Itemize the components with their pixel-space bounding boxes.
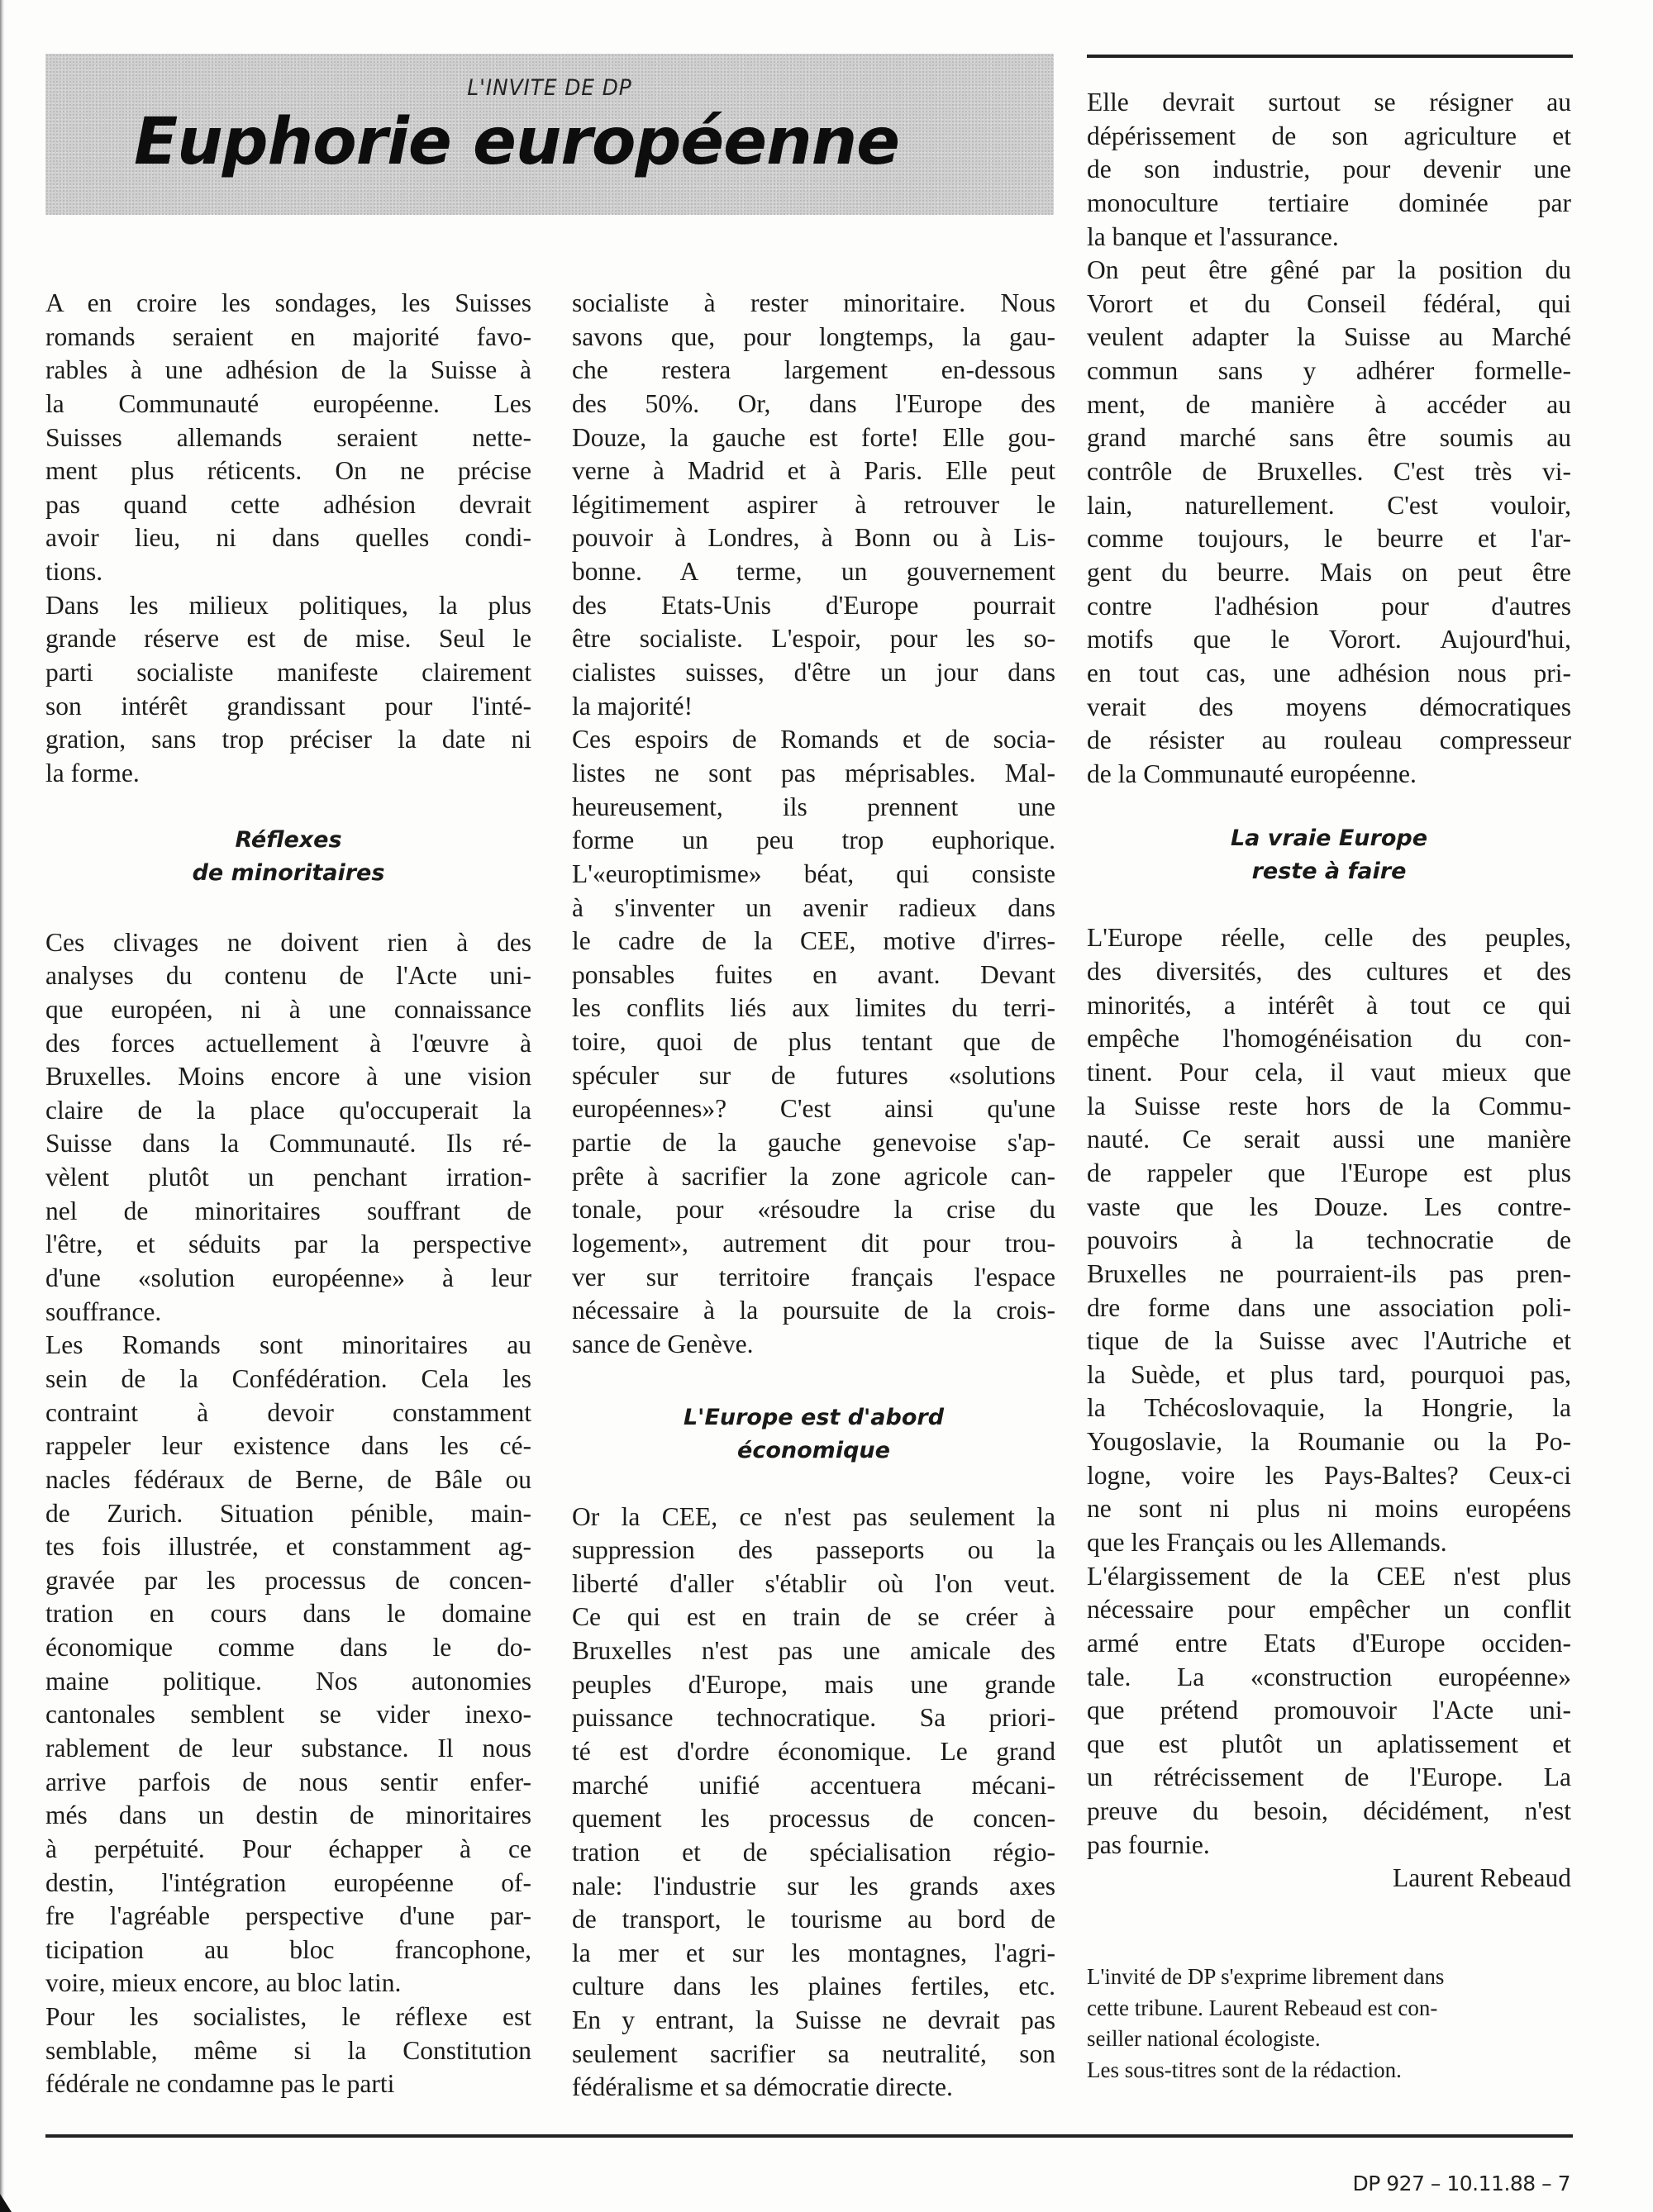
text-line: On peut être gêné par la position du <box>1087 255 1571 285</box>
text-line: L'invité de DP s'exprime librement dans <box>1087 1964 1445 1990</box>
text-line: que prétend promouvoir l'Acte uni- <box>1087 1696 1571 1725</box>
paragraph <box>572 1501 1055 2105</box>
text-line: vèlent plutôt un penchant irration- <box>45 1163 531 1192</box>
text-line: pouvoirs à la technocratie de <box>1087 1225 1571 1255</box>
text-line: que est plutôt un aplatissement et <box>1087 1729 1571 1758</box>
text-line: grande réserve est de mise. Seul le <box>45 624 531 654</box>
text-line: rablement de leur substance. Il nous <box>45 1733 531 1762</box>
text-line: la Suède, et plus tard, pourquoi pas, <box>1087 1359 1571 1389</box>
paragraph <box>572 287 1055 723</box>
text-line: Suisse dans la Communauté. Ils ré- <box>45 1129 531 1158</box>
text-line: sance de Genève. <box>572 1329 754 1358</box>
text-line: verait des moyens démocratiques <box>1087 692 1571 721</box>
footer-rule <box>45 2134 1573 2138</box>
section-kicker: L'INVITE DE DP <box>467 75 632 101</box>
text-line: de la Communauté européenne. <box>1087 759 1417 788</box>
editor-note <box>1087 1962 1571 2055</box>
text-line: L'Europe réelle, celle des peuples, <box>1087 923 1571 953</box>
text-line: analyses du contenu de l'Acte uni- <box>45 961 531 991</box>
text-line: Elle devrait surtout se résigner au <box>1087 88 1571 117</box>
text-line: Ce qui est en train de se créer à <box>572 1602 1055 1632</box>
text-line: ticipation au bloc francophone, <box>45 1934 531 1964</box>
subheading <box>1087 822 1571 888</box>
text-line: voire, mieux encore, au bloc latin. <box>45 1968 402 1998</box>
text-line: logement», autrement dit pour trou- <box>572 1228 1055 1258</box>
text-line: seiller national écologiste. <box>1087 2026 1321 2052</box>
text-line: fédérale ne condamne pas le parti <box>45 2069 395 2099</box>
text-line: Vorort et du Conseil fédéral, qui <box>1087 288 1571 318</box>
text-line: minorités, a intérêt à tout ce qui <box>1087 990 1571 1020</box>
text-line: tale. La «construction européenne» <box>1087 1662 1571 1691</box>
text-line: l'être, et séduits par la perspective <box>45 1230 531 1259</box>
text-line: Les sous-titres sont de la rédaction. <box>1087 2057 1402 2082</box>
paragraph <box>1087 921 1571 1559</box>
text-line: arrive parfois de nous sentir enfer- <box>45 1767 531 1796</box>
text-line: souffrance. <box>45 1296 162 1326</box>
text-line: Ces espoirs de Romands et de socia- <box>572 725 1055 754</box>
paragraph <box>45 589 531 791</box>
text-line: être socialiste. L'espoir, pour les so- <box>572 624 1055 654</box>
text-line: de Zurich. Situation pénible, main- <box>45 1498 531 1528</box>
text-line: Les Romands sont minoritaires au <box>45 1330 531 1360</box>
text-line: nacles fédéraux de Berne, de Bâle ou <box>45 1464 531 1494</box>
text-line: Pour les socialistes, le réflexe est <box>45 2002 531 2032</box>
text-line: liberté d'aller s'établir où l'on veut. <box>572 1568 1055 1598</box>
text-line: suppression des passeports ou la <box>572 1535 1055 1565</box>
paragraph <box>1087 86 1571 254</box>
text-line: toire, quoi de plus tentant que de <box>572 1027 1055 1057</box>
subheading-line: de minoritaires <box>192 859 385 886</box>
text-line: A en croire les sondages, les Suisses <box>45 288 531 317</box>
text-line: peuples d'Europe, mais une grande <box>572 1669 1055 1699</box>
text-line: la majorité! <box>572 691 693 721</box>
text-line: dépérissement de son agriculture et <box>1087 121 1571 150</box>
text-line: un rétrécissement de l'Europe. La <box>1087 1762 1571 1792</box>
text-line: que les Français ou les Allemands. <box>1087 1527 1447 1557</box>
text-line: gent du beurre. Mais on peut être <box>1087 557 1571 587</box>
text-line: preuve du besoin, décidément, n'est <box>1087 1796 1571 1826</box>
text-line: la banque et l'assurance. <box>1087 221 1339 251</box>
text-line: Douze, la gauche est forte! Elle gou- <box>572 422 1055 452</box>
article-column-3 <box>1087 86 1571 2086</box>
text-line: semblable, même si la Constitution <box>45 2035 531 2065</box>
text-line: grand marché sans être soumis au <box>1087 423 1571 453</box>
subheading-line: économique <box>737 1437 890 1463</box>
text-line: listes ne sont pas méprisables. Mal- <box>572 758 1055 787</box>
text-line: européennes»? C'est ainsi qu'une <box>572 1094 1055 1124</box>
text-line: son intérêt grandissant pour l'inté- <box>45 691 531 721</box>
text-line: des forces actuellement à l'œuvre à <box>45 1028 531 1058</box>
paragraph <box>45 926 531 1330</box>
text-line: logne, voire les Pays-Baltes? Ceux-ci <box>1087 1460 1571 1490</box>
text-line: partie de la gauche genevoise s'ap- <box>572 1128 1055 1158</box>
paragraph <box>45 287 531 589</box>
paragraph <box>572 723 1055 1361</box>
text-line: des Etats-Unis d'Europe pourrait <box>572 590 1055 620</box>
text-line: fédéralisme et sa démocratie directe. <box>572 2072 953 2102</box>
text-line: tonale, pour «résoudre la crise du <box>572 1195 1055 1225</box>
subheading <box>572 1401 1055 1468</box>
text-line: des 50%. Or, dans l'Europe des <box>572 388 1055 418</box>
text-line: que européen, ni à une connaissance <box>45 994 531 1024</box>
text-line: nel de minoritaires souffrant de <box>45 1196 531 1225</box>
author-signature <box>1087 1862 1571 1896</box>
text-line: armé entre Etats d'Europe occiden- <box>1087 1628 1571 1658</box>
article-column-2 <box>572 287 1055 2105</box>
column-top-rule <box>1087 55 1573 58</box>
text-line: seulement sacrifier sa neutralité, son <box>572 2038 1055 2068</box>
text-line: marché unifié accentuera mécani- <box>572 1770 1055 1800</box>
text-line: lain, naturellement. C'est vouloir, <box>1087 490 1571 520</box>
text-line: nécessaire pour empêcher un conflit <box>1087 1595 1571 1625</box>
text-line: contraint à devoir constamment <box>45 1397 531 1427</box>
text-line: verne à Madrid et à Paris. Elle peut <box>572 456 1055 486</box>
text-line: nale: l'industrie sur les grands axes <box>572 1871 1055 1900</box>
page-footer-issue: DP 927 – 10.11.88 – 7 <box>1352 2172 1570 2195</box>
paragraph <box>1087 1560 1571 1862</box>
text-line: maine politique. Nos autonomies <box>45 1666 531 1696</box>
text-line: commun sans y adhérer formelle- <box>1087 356 1571 386</box>
paragraph <box>45 1329 531 2000</box>
text-line: Ces clivages ne doivent rien à des <box>45 927 531 957</box>
text-line: tes fois illustrée, et constamment ag- <box>45 1532 531 1562</box>
text-line: ne sont ni plus ni moins européens <box>1087 1494 1571 1524</box>
text-line: de transport, le tourisme au bord de <box>572 1905 1055 1934</box>
text-line: destin, l'intégration européenne of- <box>45 1867 531 1897</box>
article-title: Euphorie européenne <box>133 105 900 179</box>
text-line: la Communauté européenne. Les <box>45 388 531 418</box>
text-line: pouvoir à Londres, à Bonn ou à Lis- <box>572 523 1055 553</box>
text-line: tions. <box>45 557 103 587</box>
text-line: de rappeler que l'Europe est plus <box>1087 1158 1571 1187</box>
text-line: heureusement, ils prennent une <box>572 792 1055 821</box>
text-line: le cadre de la CEE, motive d'irres- <box>572 926 1055 956</box>
text-line: à s'inventer un avenir radieux dans <box>572 892 1055 922</box>
text-line: quement les processus de concen- <box>572 1804 1055 1834</box>
text-line: Suisses allemands seraient nette- <box>45 422 531 452</box>
text-line: la Tchécoslovaquie, la Hongrie, la <box>1087 1393 1571 1423</box>
text-line: Yougoslavie, la Roumanie ou la Po- <box>1087 1427 1571 1457</box>
text-line: tinent. Pour cela, il vaut mieux que <box>1087 1058 1571 1087</box>
text-line: Or la CEE, ce n'est pas seulement la <box>572 1501 1055 1531</box>
text-line: de résister au rouleau compresseur <box>1087 725 1571 755</box>
text-line: tique de la Suisse avec l'Autriche et <box>1087 1326 1571 1356</box>
text-line: té est d'ordre économique. Le grand <box>572 1736 1055 1766</box>
subheading-line: La vraie Europe <box>1230 825 1428 852</box>
text-line: forme un peu trop euphorique. <box>572 825 1055 855</box>
text-line: comme toujours, le beurre et l'ar- <box>1087 524 1571 554</box>
text-line: prête à sacrifier la zone agricole can- <box>572 1161 1055 1191</box>
text-line: cantonales semblent se vider inexo- <box>45 1700 531 1729</box>
text-line: Laurent Rebeaud <box>1392 1863 1571 1893</box>
text-line: rables à une adhésion de la Suisse à <box>45 355 531 385</box>
text-line: ment plus réticents. On ne précise <box>45 456 531 486</box>
text-line: contre l'adhésion pour d'autres <box>1087 591 1571 621</box>
text-line: à perpétuité. Pour échapper à ce <box>45 1834 531 1863</box>
text-line: contrôle de Bruxelles. C'est très vi- <box>1087 457 1571 487</box>
text-line: cialistes suisses, d'être un jour dans <box>572 658 1055 687</box>
subheading-line: L'Europe est d'abord <box>683 1404 945 1430</box>
text-line: Bruxelles n'est pas une amicale des <box>572 1636 1055 1666</box>
paragraph <box>1087 254 1571 791</box>
text-line: ponsables fuites en avant. Devant <box>572 959 1055 989</box>
page-corner-mark <box>0 2194 12 2212</box>
text-line: Bruxelles. Moins encore à une vision <box>45 1062 531 1092</box>
text-line: sein de la Confédération. Cela les <box>45 1363 531 1393</box>
text-line: empêche l'homogénéisation du con- <box>1087 1024 1571 1054</box>
editor-note <box>1087 2055 1571 2086</box>
text-line: motifs que le Vorort. Aujourd'hui, <box>1087 625 1571 654</box>
text-line: la Suisse reste hors de la Commu- <box>1087 1091 1571 1120</box>
text-line: puissance technocratique. Sa priori- <box>572 1703 1055 1733</box>
text-line: tration et de spécialisation régio- <box>572 1837 1055 1867</box>
paragraph <box>45 2000 531 2101</box>
text-line: en tout cas, une adhésion nous pri- <box>1087 658 1571 687</box>
text-line: gration, sans trop préciser la date ni <box>45 725 531 754</box>
title-banner <box>45 54 1054 215</box>
text-line: économique comme dans le do- <box>45 1633 531 1663</box>
subheading-line: Réflexes <box>235 826 342 853</box>
text-line: nécessaire à la poursuite de la crois- <box>572 1296 1055 1325</box>
text-line: culture dans les plaines fertiles, etc. <box>572 1972 1055 2001</box>
text-line: tration en cours dans le domaine <box>45 1599 531 1629</box>
text-line: che restera largement en-dessous <box>572 355 1055 385</box>
text-line: la forme. <box>45 758 140 787</box>
text-line: L'élargissement de la CEE n'est plus <box>1087 1561 1571 1591</box>
text-line: spéculer sur de futures «solutions <box>572 1060 1055 1090</box>
text-line: monoculture tertiaire dominée par <box>1087 188 1571 217</box>
text-line: d'une «solution européenne» à leur <box>45 1263 531 1293</box>
article-column-1 <box>45 287 531 2101</box>
text-line: bonne. A terme, un gouvernement <box>572 557 1055 587</box>
text-line: més dans un destin de minoritaires <box>45 1801 531 1830</box>
page-edge-shadow <box>0 0 5 2212</box>
text-line: gravée par les processus de concen- <box>45 1565 531 1595</box>
text-line: veulent adapter la Suisse au Marché <box>1087 322 1571 352</box>
text-line: Dans les milieux politiques, la plus <box>45 590 531 620</box>
text-line: les conflits liés aux limites du terri- <box>572 993 1055 1023</box>
text-line: cette tribune. Laurent Rebeaud est con- <box>1087 1995 1438 2020</box>
text-line: nauté. Ce serait aussi une manière <box>1087 1125 1571 1154</box>
text-line: ver sur territoire français l'espace <box>572 1262 1055 1292</box>
text-line: ment, de manière à accéder au <box>1087 389 1571 419</box>
text-line: savons que, pour longtemps, la gau- <box>572 321 1055 351</box>
text-line: claire de la place qu'occuperait la <box>45 1095 531 1125</box>
text-line: rappeler leur existence dans les cé- <box>45 1431 531 1461</box>
text-line: de son industrie, pour devenir une <box>1087 155 1571 184</box>
text-line: En y entrant, la Suisse ne devrait pas <box>572 2005 1055 2035</box>
text-line: légitimement aspirer à retrouver le <box>572 489 1055 519</box>
text-line: socialiste à rester minoritaire. Nous <box>572 288 1055 317</box>
text-line: fre l'agréable perspective d'une par- <box>45 1901 531 1931</box>
subheading-line: reste à faire <box>1251 859 1407 885</box>
text-line: dre forme dans une association poli- <box>1087 1292 1571 1322</box>
text-line: la mer et sur les montagnes, l'agri- <box>572 1938 1055 1967</box>
text-line: romands seraient en majorité favo- <box>45 321 531 351</box>
text-line: vaste que les Douze. Les contre- <box>1087 1192 1571 1221</box>
text-line: Bruxelles ne pourraient-ils pas pren- <box>1087 1258 1571 1288</box>
text-line: pas fournie. <box>1087 1829 1210 1859</box>
subheading <box>45 824 531 890</box>
text-line: pas quand cette adhésion devrait <box>45 489 531 519</box>
text-line: des diversités, des cultures et des <box>1087 957 1571 987</box>
text-line: parti socialiste manifeste clairement <box>45 658 531 687</box>
text-line: L'«europtimisme» béat, qui consiste <box>572 859 1055 888</box>
text-line: avoir lieu, ni dans quelles condi- <box>45 523 531 553</box>
